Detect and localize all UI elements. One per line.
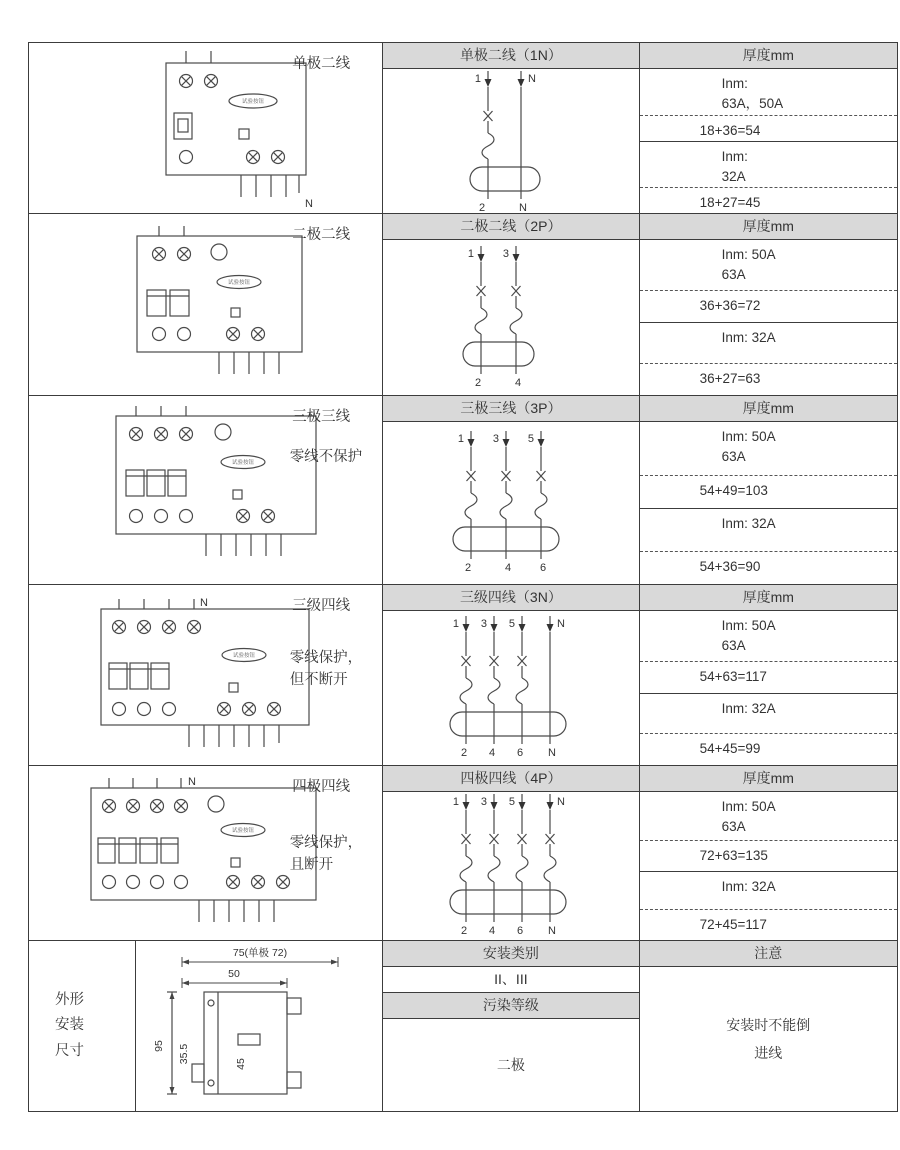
thickness-header: 厚度mm xyxy=(640,766,897,792)
circuit-diagram xyxy=(383,69,638,217)
line-label: 2 xyxy=(478,202,485,214)
pole-config-label: 二极二线 xyxy=(292,227,351,243)
spec-inm-low xyxy=(640,142,897,189)
test-button-label: 试验按钮 xyxy=(232,653,256,659)
thickness-header: 厚度mm xyxy=(640,43,897,69)
dim-height: 95 xyxy=(152,1040,165,1052)
thickness-cell xyxy=(640,766,897,940)
line-label: N xyxy=(556,618,565,630)
note-line: 零线保护， xyxy=(289,835,363,851)
line-label: 4 xyxy=(488,747,495,759)
thickness-header: 厚度mm xyxy=(640,585,897,611)
notice-text xyxy=(640,967,897,1111)
spec-line: 36+36=72 xyxy=(699,298,761,314)
circuit-diagram xyxy=(383,240,638,395)
spec-sum-low xyxy=(640,734,897,765)
circuit-diagram xyxy=(383,422,638,584)
diagram-header: 四极四线（4P） xyxy=(383,766,638,792)
spec-line: 72+45=117 xyxy=(699,917,767,933)
spec-line: Inm: 50A xyxy=(721,247,776,262)
spec-line: Inm: 32A xyxy=(721,516,776,532)
spec-line: 54+63=117 xyxy=(699,669,767,685)
title-line: 安装 xyxy=(55,1017,84,1034)
notice-line: 安装时不能倒 xyxy=(726,1017,811,1033)
line-label: 3 xyxy=(502,247,509,260)
spec-line: 18+36=54 xyxy=(699,122,761,138)
thickness-cell xyxy=(640,396,897,584)
pole-config-label: 四极四线 xyxy=(292,779,351,795)
breaker-drawing-1n xyxy=(141,49,326,211)
line-label: 6 xyxy=(516,747,523,759)
diagram-header: 二极二线（2P） xyxy=(383,214,638,240)
line-label: 1 xyxy=(452,618,459,630)
spec-line: 63A xyxy=(721,819,746,835)
install-cell xyxy=(383,941,639,1111)
line-label: 1 xyxy=(467,247,474,260)
spec-line: 63A，50A xyxy=(721,96,784,112)
spec-inm-high xyxy=(640,240,897,291)
spec-sum-low xyxy=(640,552,897,584)
line-label: 4 xyxy=(514,376,521,389)
circuit-diagram-svg-1n xyxy=(426,69,596,217)
n-label: N xyxy=(200,597,208,609)
circuit-diagram-svg-3p xyxy=(426,429,596,577)
line-label: 3 xyxy=(480,618,487,630)
circuit-diagram xyxy=(383,611,638,765)
line-label: N xyxy=(518,202,527,214)
line-label: 6 xyxy=(516,925,523,937)
circuit-diagram-svg-2p xyxy=(426,244,596,392)
device-cell xyxy=(29,43,383,213)
spec-sum-low xyxy=(640,910,897,940)
spec-line: 32A xyxy=(721,169,746,184)
spec-sum-low xyxy=(640,364,897,395)
circuit-diagram xyxy=(383,792,638,940)
line-label: 3 xyxy=(492,433,499,445)
dimension-drawing-svg xyxy=(142,946,377,1106)
thickness-header: 厚度mm xyxy=(640,214,897,240)
test-button-label: 试验按钮 xyxy=(231,460,255,466)
title-line: 尺寸 xyxy=(55,1042,84,1059)
neutral-note xyxy=(290,446,363,468)
table-row xyxy=(29,214,897,396)
diagram-header: 三极三线（3P） xyxy=(383,396,638,422)
dim-height-inner: 45 xyxy=(234,1058,247,1070)
spec-inm-high xyxy=(640,422,897,476)
pole-config-label: 三级四线 xyxy=(292,598,351,614)
spec-line: 63A xyxy=(721,267,746,283)
line-label: 3 xyxy=(480,796,487,808)
spec-inm-low xyxy=(640,872,897,911)
table-row xyxy=(29,43,897,214)
spec-inm-low xyxy=(640,323,897,364)
spec-line: 54+49=103 xyxy=(699,482,768,498)
outline-install-title xyxy=(29,941,136,1111)
spec-sum-high xyxy=(640,662,897,694)
dim-total-width: 75(单极 72) xyxy=(232,947,287,959)
table-row xyxy=(29,766,897,941)
dim-inner-width: 50 xyxy=(227,968,240,980)
device-cell xyxy=(29,214,383,395)
spec-line: 63A xyxy=(721,638,746,654)
spec-inm-low xyxy=(640,694,897,734)
pollution-level-value: 二极 xyxy=(496,1057,525,1073)
spec-line: Inm: 32A xyxy=(721,330,776,346)
note-line: 但不断开 xyxy=(289,672,348,689)
spec-sum-high xyxy=(640,116,897,142)
line-label: 5 xyxy=(508,796,515,808)
table-row xyxy=(29,396,897,585)
diagram-cell xyxy=(383,396,639,584)
line-label: 2 xyxy=(460,925,467,937)
n-label: N xyxy=(305,198,313,210)
install-category-value: II、III xyxy=(383,967,638,993)
diagram-header: 单极二线（1N） xyxy=(383,43,638,69)
spec-line: Inm: 32A xyxy=(721,700,776,716)
thickness-cell xyxy=(640,214,897,395)
breaker-drawing-3p xyxy=(101,404,336,576)
spec-inm-high xyxy=(640,69,897,116)
spec-line: Inm: xyxy=(721,148,748,164)
spec-inm-high xyxy=(640,792,897,841)
diagram-cell xyxy=(383,43,639,213)
line-label: 5 xyxy=(527,433,534,445)
spec-line: Inm: 50A xyxy=(721,799,776,814)
line-label: 2 xyxy=(460,747,467,759)
spec-line: 36+27=63 xyxy=(699,371,761,387)
circuit-diagram-svg-3n xyxy=(426,614,596,762)
neutral-note xyxy=(290,647,363,692)
spec-line: 54+36=90 xyxy=(699,558,761,574)
line-label: N xyxy=(527,73,536,85)
device-cell xyxy=(29,396,383,584)
line-label: 2 xyxy=(474,376,481,389)
thickness-header: 厚度mm xyxy=(640,396,897,422)
spec-line: Inm: 50A xyxy=(721,429,776,444)
line-label: 1 xyxy=(474,73,481,85)
n-label: N xyxy=(188,776,196,788)
dimension-drawing xyxy=(136,941,382,1111)
spec-line: Inm: xyxy=(721,76,748,91)
line-label: 5 xyxy=(508,618,515,630)
dimension-cell xyxy=(29,941,383,1111)
notice-cell xyxy=(640,941,897,1111)
device-cell xyxy=(29,585,383,765)
spec-line: 54+45=99 xyxy=(699,741,761,757)
spec-sum-high xyxy=(640,291,897,323)
spec-sum-high xyxy=(640,841,897,872)
test-button-label: 试验按钮 xyxy=(227,280,251,286)
notice-line: 进线 xyxy=(754,1045,783,1061)
spec-inm-high xyxy=(640,611,897,662)
diagram-cell xyxy=(383,766,639,940)
spec-line: 72+63=135 xyxy=(699,848,768,864)
test-button-label: 试验按钮 xyxy=(241,99,265,105)
note-line: 零线不保护 xyxy=(289,449,363,465)
spec-line: Inm: 50A xyxy=(721,618,776,633)
table-row xyxy=(29,585,897,766)
spec-inm-low xyxy=(640,509,897,551)
spec-line: Inm: 32A xyxy=(721,878,776,894)
circuit-diagram-svg-4p xyxy=(426,792,596,940)
line-label: N xyxy=(556,796,565,808)
spec-line: 63A xyxy=(721,449,746,465)
line-label: 4 xyxy=(488,925,495,937)
note-line: 零线保护， xyxy=(289,650,363,666)
note-line: 且断开 xyxy=(289,857,334,874)
pollution-level-header: 污染等级 xyxy=(383,993,638,1019)
line-label: 1 xyxy=(457,433,464,445)
line-label: N xyxy=(547,747,556,759)
dim-height-mid: 35.5 xyxy=(177,1043,190,1065)
neutral-note xyxy=(290,832,363,877)
test-button-label: 试验按钮 xyxy=(231,828,255,834)
pole-config-label: 三极三线 xyxy=(292,409,351,425)
thickness-cell xyxy=(640,43,897,213)
diagram-header: 三级四线（3N） xyxy=(383,585,638,611)
notice-header: 注意 xyxy=(640,941,897,967)
install-category-header: 安装类别 xyxy=(383,941,638,967)
device-cell xyxy=(29,766,383,940)
pole-config-label: 单极二线 xyxy=(292,56,351,72)
line-label: 6 xyxy=(539,562,546,574)
diagram-cell xyxy=(383,585,639,765)
line-label: 4 xyxy=(504,562,511,574)
spec-line: 18+27=45 xyxy=(699,195,761,211)
spec-sum-high xyxy=(640,476,897,509)
title-line: 外形 xyxy=(55,991,84,1008)
thickness-cell xyxy=(640,585,897,765)
line-label: 2 xyxy=(464,562,471,574)
diagram-cell xyxy=(383,214,639,395)
line-label: 1 xyxy=(452,796,459,808)
table-row xyxy=(29,941,897,1111)
spec-table xyxy=(28,42,898,1112)
spec-sum-low xyxy=(640,188,897,213)
line-label: N xyxy=(547,925,556,937)
breaker-drawing-2p xyxy=(119,224,324,390)
